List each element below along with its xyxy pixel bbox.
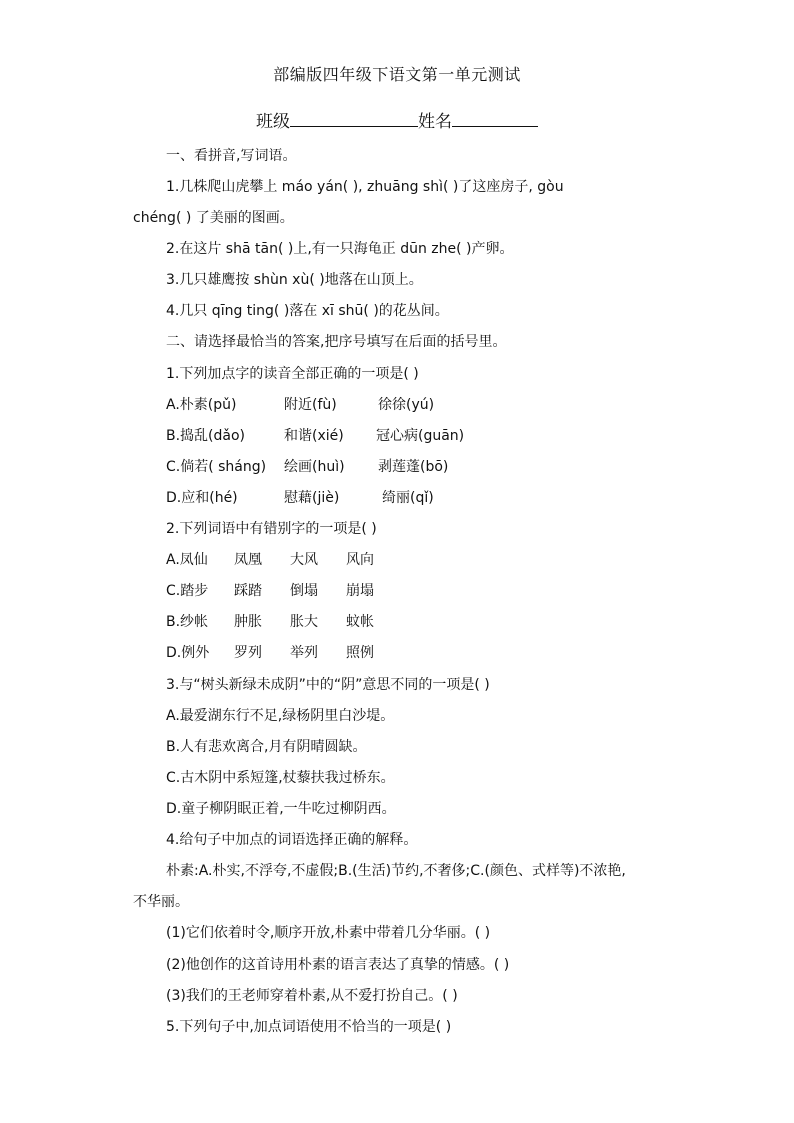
option-word: D.例外 [166, 645, 210, 661]
s2-q3-stem: 3.与“树头新绿未成阴”中的“阴”意思不同的一项是( ) [166, 677, 490, 693]
option-word: 崩塌 [346, 583, 374, 599]
option-word: 大风 [290, 552, 318, 568]
s2-q4-definition-line-1: 朴素:A.朴实,不浮夸,不虚假;B.(生活)节约,不奢侈;C.(颜色、式样等)不浓艳, [166, 863, 626, 879]
option-word: 附近(fù) [284, 397, 337, 413]
section1-question-3: 3.几只雄鹰按 shùn xù( )地落在山顶上。 [166, 272, 423, 288]
section1-heading: 一、看拼音,写词语。 [166, 148, 297, 164]
section1-question-4: 4.几只 qīng ting( )落在 xī shū( )的花丛间。 [166, 303, 449, 319]
name-label: 姓名 [418, 112, 452, 132]
s2-q4-item-1: (1)它们依着时令,顺序开放,朴素中带着几分华丽。( ) [166, 925, 491, 941]
option-word: 绘画(huì) [284, 459, 345, 475]
option-word: 风向 [346, 552, 374, 568]
name-blank[interactable] [452, 108, 538, 127]
option-word: 徐徐(yú) [378, 397, 435, 413]
option-word: 和谐(xié) [284, 428, 344, 444]
option-word: 肿胀 [234, 614, 262, 630]
section1-question-1-line-1: 1.几株爬山虎攀上 máo yán( ), zhuāng shì( )了这座房子, gòu [166, 179, 564, 195]
option-word: 绮丽(qǐ) [382, 490, 434, 506]
option-word: C.踏步 [166, 583, 209, 599]
s2-q2-stem: 2.下列词语中有错别字的一项是( ) [166, 521, 377, 537]
s2-q1-option-d [166, 488, 434, 508]
option-word: C.倘若( sháng) [166, 459, 267, 475]
page-title: 部编版四年级下语文第一单元测试 [273, 65, 521, 84]
option-word: 踩踏 [234, 583, 262, 599]
s2-q1-option-b [166, 426, 464, 446]
option-word: 罗列 [234, 645, 262, 661]
option-word: 剥莲蓬(bō) [378, 459, 449, 475]
class-label: 班级 [256, 112, 290, 132]
s2-q3-option-c: C.古木阴中系短篷,杖藜扶我过桥东。 [166, 770, 395, 786]
option-word: 凤凰 [234, 552, 262, 568]
class-blank[interactable] [290, 108, 418, 127]
s2-q3-option-d: D.童子柳阴眠正着,一牛吃过柳阴西。 [166, 801, 396, 817]
s2-q3-option-a: A.最爱湖东行不足,绿杨阴里白沙堤。 [166, 708, 395, 724]
option-word: 举列 [290, 645, 318, 661]
s2-q2-option-c [166, 581, 374, 601]
student-info-row [0, 107, 794, 132]
option-word: A.朴素(pǔ) [166, 397, 237, 413]
option-word: D.应和(hé) [166, 490, 238, 506]
s2-q1-stem: 1.下列加点字的读音全部正确的一项是( ) [166, 366, 419, 382]
s2-q4-stem: 4.给句子中加点的词语选择正确的解释。 [166, 832, 418, 848]
s2-q2-option-a [166, 550, 374, 570]
s2-q4-definition-line-2: 不华丽。 [133, 894, 189, 910]
option-word: 照例 [346, 645, 374, 661]
option-word: 倒塌 [290, 583, 318, 599]
section2-heading: 二、请选择最恰当的答案,把序号填写在后面的括号里。 [166, 334, 507, 350]
option-word: B.捣乱(dǎo) [166, 428, 246, 444]
s2-q3-option-b: B.人有悲欢离合,月有阴晴圆缺。 [166, 739, 367, 755]
s2-q1-option-c [166, 457, 448, 477]
section1-question-1-line-2: chéng( ) 了美丽的图画。 [133, 210, 294, 226]
option-word: 蚊帐 [346, 614, 374, 630]
s2-q4-item-3: (3)我们的王老师穿着朴素,从不爱打扮自己。( ) [166, 988, 458, 1004]
option-word: 冠心病(guān) [376, 428, 465, 444]
option-word: A.凤仙 [166, 552, 208, 568]
s2-q4-item-2: (2)他创作的这首诗用朴素的语言表达了真挚的情感。( ) [166, 957, 510, 973]
s2-q2-option-b [166, 612, 374, 632]
option-word: 胀大 [290, 614, 318, 630]
section1-question-2: 2.在这片 shā tān( )上,有一只海龟正 dūn zhe( )产卵。 [166, 241, 514, 257]
option-word: B.纱帐 [166, 614, 209, 630]
s2-q2-option-d [166, 643, 374, 663]
s2-q5-stem: 5.下列句子中,加点词语使用不恰当的一项是( ) [166, 1019, 452, 1035]
option-word: 慰藉(jiè) [284, 490, 340, 506]
s2-q1-option-a [166, 395, 434, 415]
